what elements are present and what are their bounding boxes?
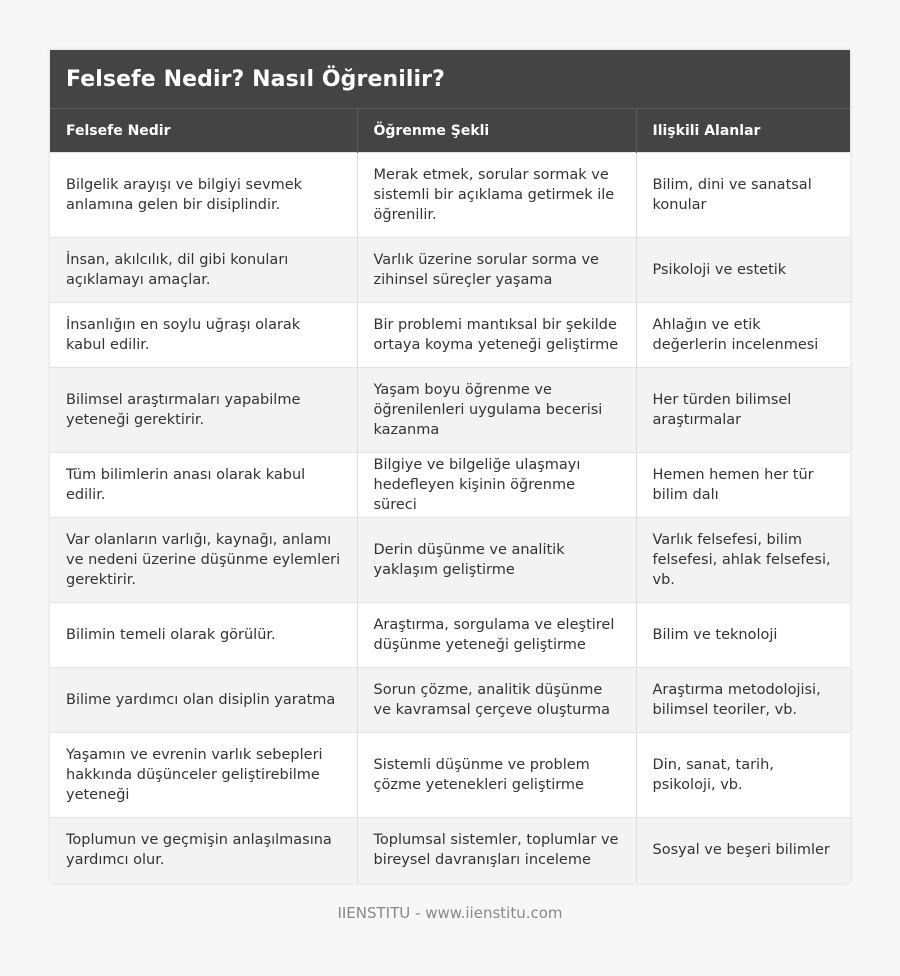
- table-cell: Toplumsal sistemler, toplumlar ve bireysel davranışları inceleme: [357, 818, 636, 883]
- table-cell: Tüm bilimlerin anası olarak kabul edilir.: [50, 453, 357, 518]
- table-row: [50, 603, 850, 668]
- data-table: [50, 108, 850, 883]
- table-row: [50, 733, 850, 818]
- table-cell: Sosyal ve beşeri bilimler: [636, 818, 850, 883]
- table-cell: Din, sanat, tarih, psikoloji, vb.: [636, 733, 850, 818]
- table-cell: Derin düşünme ve analitik yaklaşım geliştirme: [357, 518, 636, 603]
- table-cell: Bilimsel araştırmaları yapabilme yeteneği gerektirir.: [50, 368, 357, 453]
- table-cell: Toplumun ve geçmişin anlaşılmasına yardımcı olur.: [50, 818, 357, 883]
- table-cell: Yaşamın ve evrenin varlık sebepleri hakkında düşünceler geliştirebilme yeteneği: [50, 733, 357, 818]
- table-cell: Bilgelik arayışı ve bilgiyi sevmek anlamına gelen bir disiplindir.: [50, 153, 357, 238]
- table-card: [50, 50, 850, 883]
- table-header: [50, 109, 850, 153]
- table-cell: Her türden bilimsel araştırmalar: [636, 368, 850, 453]
- table-cell: Araştırma, sorgulama ve eleştirel düşünme yeteneği geliştirme: [357, 603, 636, 668]
- table-cell: Bilim ve teknoloji: [636, 603, 850, 668]
- table-row: [50, 453, 850, 518]
- column-header-iliskili-alanlar: Ilişkili Alanlar: [636, 109, 850, 153]
- table-cell: Bilim, dini ve sanatsal konular: [636, 153, 850, 238]
- table-row: [50, 153, 850, 238]
- table-row: [50, 518, 850, 603]
- table-body: [50, 153, 850, 883]
- table-cell: İnsanlığın en soylu uğraşı olarak kabul edilir.: [50, 303, 357, 368]
- table-row: [50, 303, 850, 368]
- table-row: [50, 818, 850, 883]
- table-cell: Sorun çözme, analitik düşünme ve kavramsal çerçeve oluşturma: [357, 668, 636, 733]
- table-cell: Var olanların varlığı, kaynağı, anlamı ve nedeni üzerine düşünme eylemleri gerektirir.: [50, 518, 357, 603]
- table-cell: Yaşam boyu öğrenme ve öğrenilenleri uygulama becerisi kazanma: [357, 368, 636, 453]
- table-row: [50, 238, 850, 303]
- table-cell: Araştırma metodolojisi, bilimsel teoriler, vb.: [636, 668, 850, 733]
- table-cell: Ahlağın ve etik değerlerin incelenmesi: [636, 303, 850, 368]
- table-cell: Bir problemi mantıksal bir şekilde ortaya koyma yeteneği geliştirme: [357, 303, 636, 368]
- table-row: [50, 368, 850, 453]
- table-cell: Bilimin temeli olarak görülür.: [50, 603, 357, 668]
- table-cell: Varlık felsefesi, bilim felsefesi, ahlak felsefesi, vb.: [636, 518, 850, 603]
- footer-credit: IIENSTITU - www.iienstitu.com: [337, 904, 563, 922]
- header-row: [50, 109, 850, 153]
- column-header-ogrenme-sekli: Öğrenme Şekli: [357, 109, 636, 153]
- column-header-felsefe-nedir: Felsefe Nedir: [50, 109, 357, 153]
- table-cell: Bilime yardımcı olan disiplin yaratma: [50, 668, 357, 733]
- table-cell: Varlık üzerine sorular sorma ve zihinsel süreçler yaşama: [357, 238, 636, 303]
- table-row: [50, 668, 850, 733]
- table-cell: Hemen hemen her tür bilim dalı: [636, 453, 850, 518]
- table-title: Felsefe Nedir? Nasıl Öğrenilir?: [50, 50, 850, 108]
- table-cell: Bilgiye ve bilgeliğe ulaşmayı hedefleyen kişinin öğrenme süreci: [357, 453, 636, 518]
- table-cell: Psikoloji ve estetik: [636, 238, 850, 303]
- table-cell: Merak etmek, sorular sormak ve sistemli bir açıklama getirmek ile öğrenilir.: [357, 153, 636, 238]
- table-cell: İnsan, akılcılık, dil gibi konuları açıklamayı amaçlar.: [50, 238, 357, 303]
- table-cell: Sistemli düşünme ve problem çözme yetenekleri geliştirme: [357, 733, 636, 818]
